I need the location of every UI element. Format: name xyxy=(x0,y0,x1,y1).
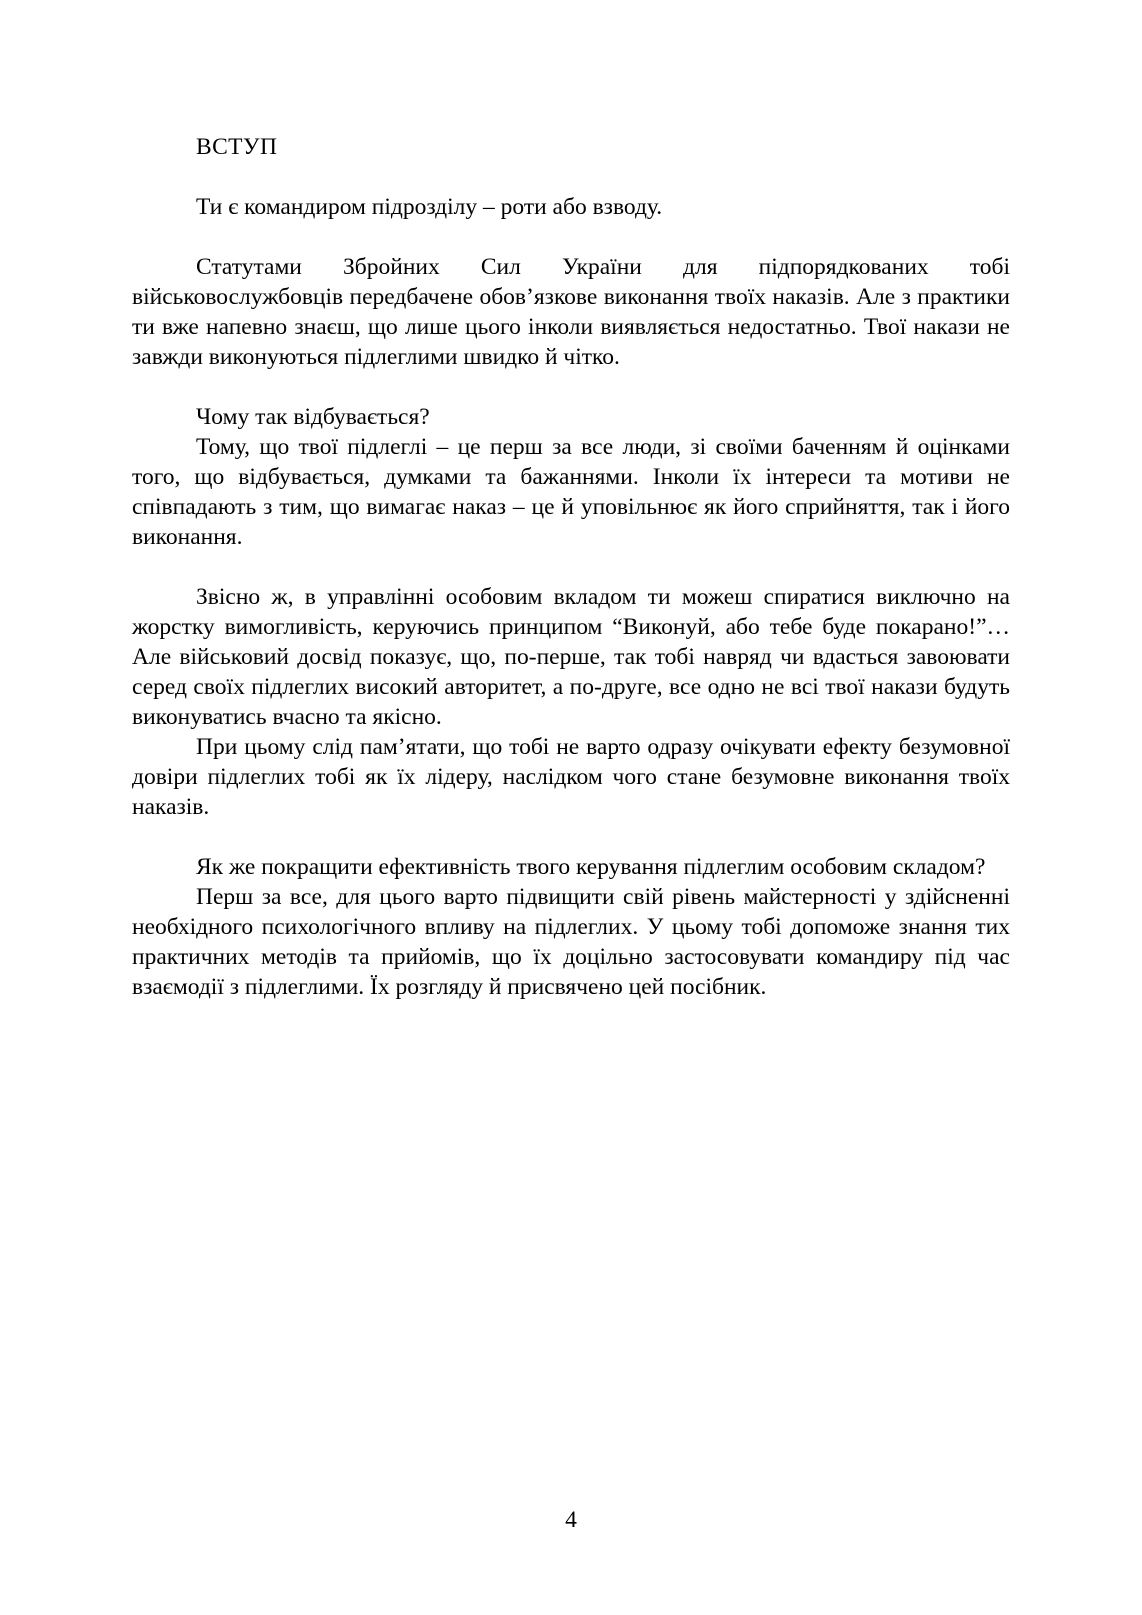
paragraph-4: При цьому слід пам’ятати, що тобі не варто одразу очікувати ефекту безумовної довіри підлеглих тобі як їх лідеру, наслідком чого стане безумовне виконання твоїх наказів. xyxy=(132,734,1010,820)
spacer-3 xyxy=(132,552,1010,582)
page-number: 4 xyxy=(565,1507,577,1533)
paragraph-5: Перш за все, для цього варто підвищити свій рівень майстерності у здійсненні необхідного психологічного впливу на підлеглих. У цьому тобі допоможе знання тих практичних методів та прийомів, що їх доцільно застосовувати командиру під час взаємодії з підлеглими. Їх розгляду й присвячено цей посібник. xyxy=(132,884,1010,1000)
question-2: Як же покращити ефективність твого керування підлеглим особовим складом? xyxy=(196,854,986,880)
paragraph-3: Звісно ж, в управлінні особовим вкладом ти можеш спиратися виключно на жорстку вимогливість, керуючись принципом “Виконуй, або тебе буде покарано!”… Але військовий досвід показує, що, по-перше, так тобі навряд чи вдасться завоювати серед своїх підлеглих високий авторитет, а по-друге, все одно не всі твої накази будуть виконуватись вчасно та якісно. xyxy=(132,584,1010,730)
page-title: ВСТУП xyxy=(196,134,278,160)
spacer-2 xyxy=(132,372,1010,402)
spacer-1 xyxy=(132,222,1010,252)
paragraph-1: Статутами Збройних Сил України для підпорядкованих тобі військовослужбовців передбачене обов’язкове виконання твоїх наказів. Але з практики ти вже напевно знаєш, що лише цього інколи виявляється недостатньо. Твої накази не завжди виконуються підлеглими швидко й чітко. xyxy=(132,254,1010,370)
spacer-4 xyxy=(132,822,1010,852)
spacer-after-title xyxy=(132,162,1010,192)
page-body xyxy=(132,132,1010,1002)
question-1: Чому так відбувається? xyxy=(196,404,430,430)
paragraph-2: Тому, що твої підлеглі – це перш за все люди, зі своїми баченням й оцінками того, що відбувається, думками та бажаннями. Інколи їх інтереси та мотиви не співпадають з тим, що вимагає наказ – це й уповільнює як його сприйняття, так і його виконання. xyxy=(132,434,1010,550)
intro-line: Ти є командиром підрозділу – роти або взводу. xyxy=(196,194,663,220)
